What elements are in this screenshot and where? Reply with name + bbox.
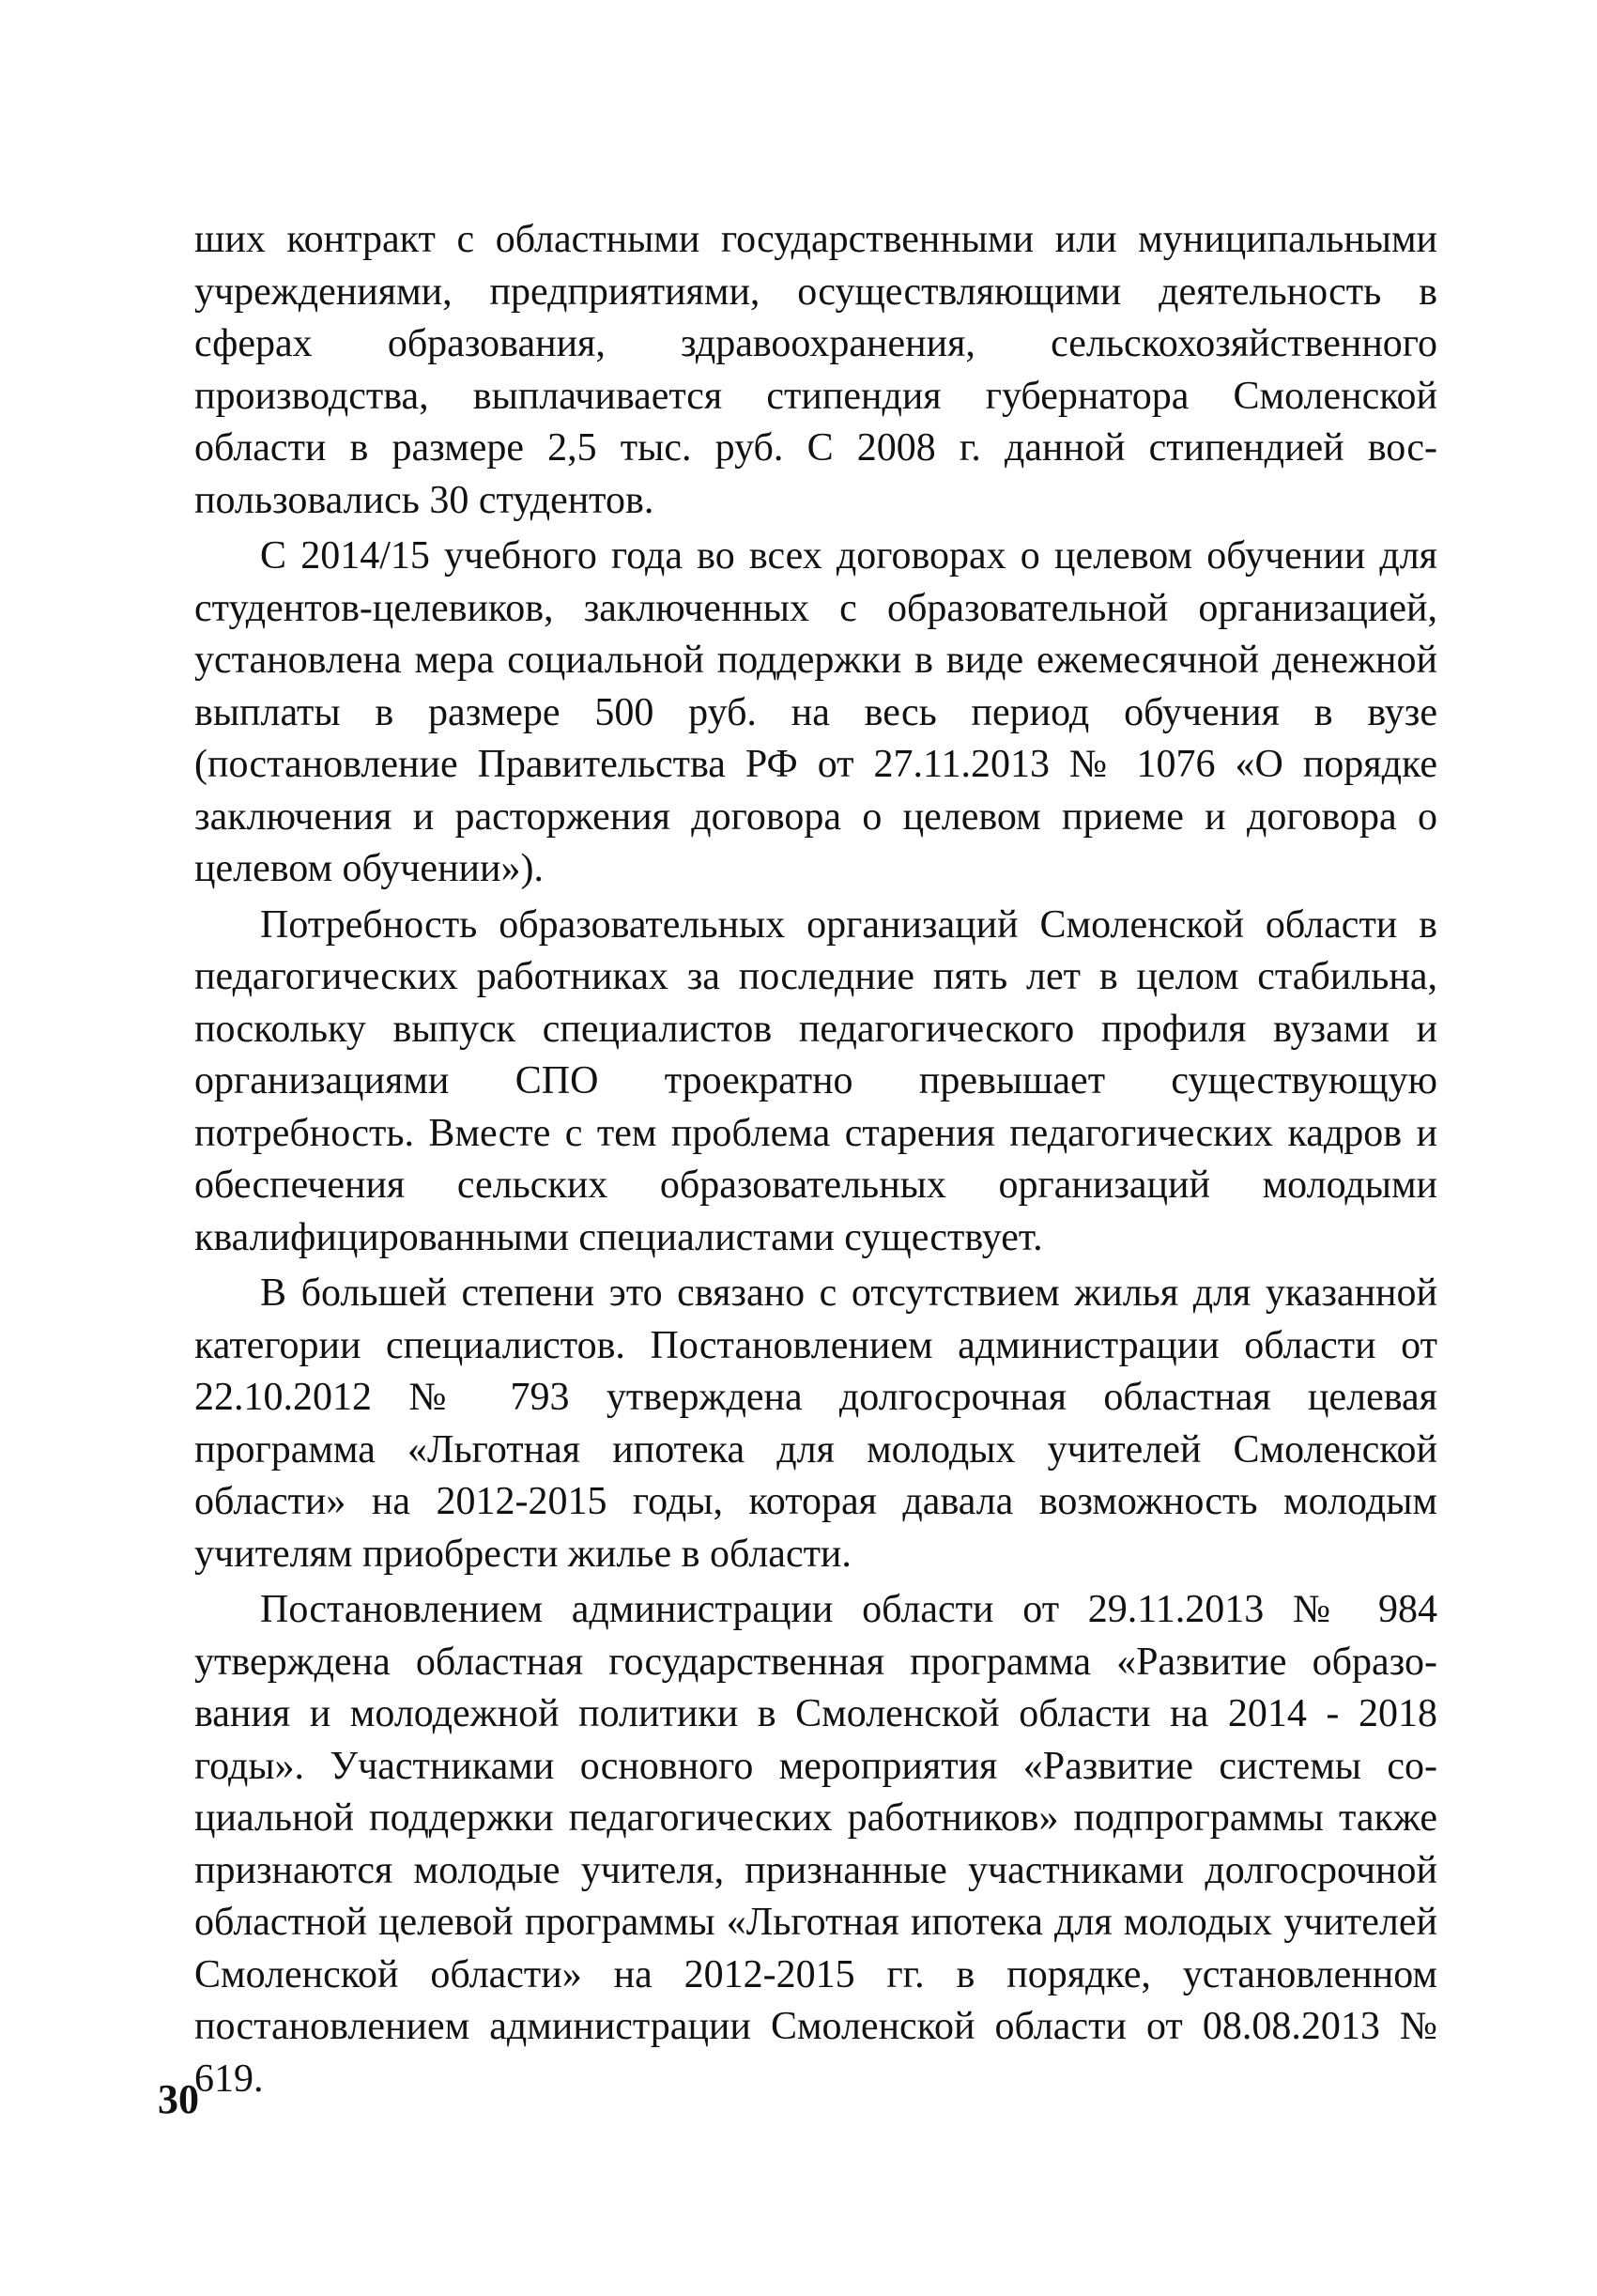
paragraph-targeted-training: С 2014/15 учебного года во всех договорах о целевом обучении для студентов-целевиков, заключенных с образовательной организацией, установлена мера социальной поддержки в виде ежемесячной денежной выплаты в размере 500 руб. на весь период обучения в вузе (постановление Правительства РФ от 27.11.2013 № 1076 «О порядке заключения и расторжения договора о целевом приеме и договора о целевом обучении»). [194, 534, 1437, 890]
page-body [194, 214, 1437, 2109]
paragraph-state-program: Постановлением администрации области от 29.11.2013 № 984 утверждена областная государственная программа «Развитие образования и молодежной политики в Смоленской области на 2014 - 2018 годы». Участниками основного мероприятия «Развитие системы социальной поддержки педагогических работников» подпрограммы также признаются молодые учителя, признанные участниками долгосрочной областной целевой программы «Льготная ипотека для молодых учителей Смоленской области» на 2012-2015 гг. в порядке, установленном постановлением администрации Смоленской области от 08.08.2013 № 619. [194, 1588, 1437, 2101]
paragraph-housing: В большей степени это связано с отсутствием жилья для указанной категории специалистов. Постановлением администрации области от 22.10.2012 № 793 утверждена долгосрочная областная целевая программа «Льготная ипотека для молодых учителей Смоленской области» на 2012-2015 годы, которая давала возможность молодым учителям приобрести жилье в области. [194, 1271, 1437, 1576]
paragraph-teacher-demand: Потребность образовательных организаций Смоленской области в педагогических работниках за последние пять лет в целом стабильна, поскольку выпуск специалистов педагогического профиля вузами и организациями СПО троекратно превышает существующую потребность. Вместе с тем проблема старения педагогических кадров и обеспечения сельских образовательных организаций молодыми квалифицированными специалистами существует. [194, 902, 1437, 1259]
page-number: 30 [158, 2076, 199, 2122]
paragraph-continued: ших контракт с областными государственными или муниципальными учреждениями, предприятиями, осуществляющими деятельность в сферах образования, здравоохранения, сельскохозяйственного производства, выплачивается стипендия губернатора Смоленской области в размере 2,5 тыс. руб. С 2008 г. данной стипендией воспользовались 30 студентов. [194, 218, 1437, 522]
